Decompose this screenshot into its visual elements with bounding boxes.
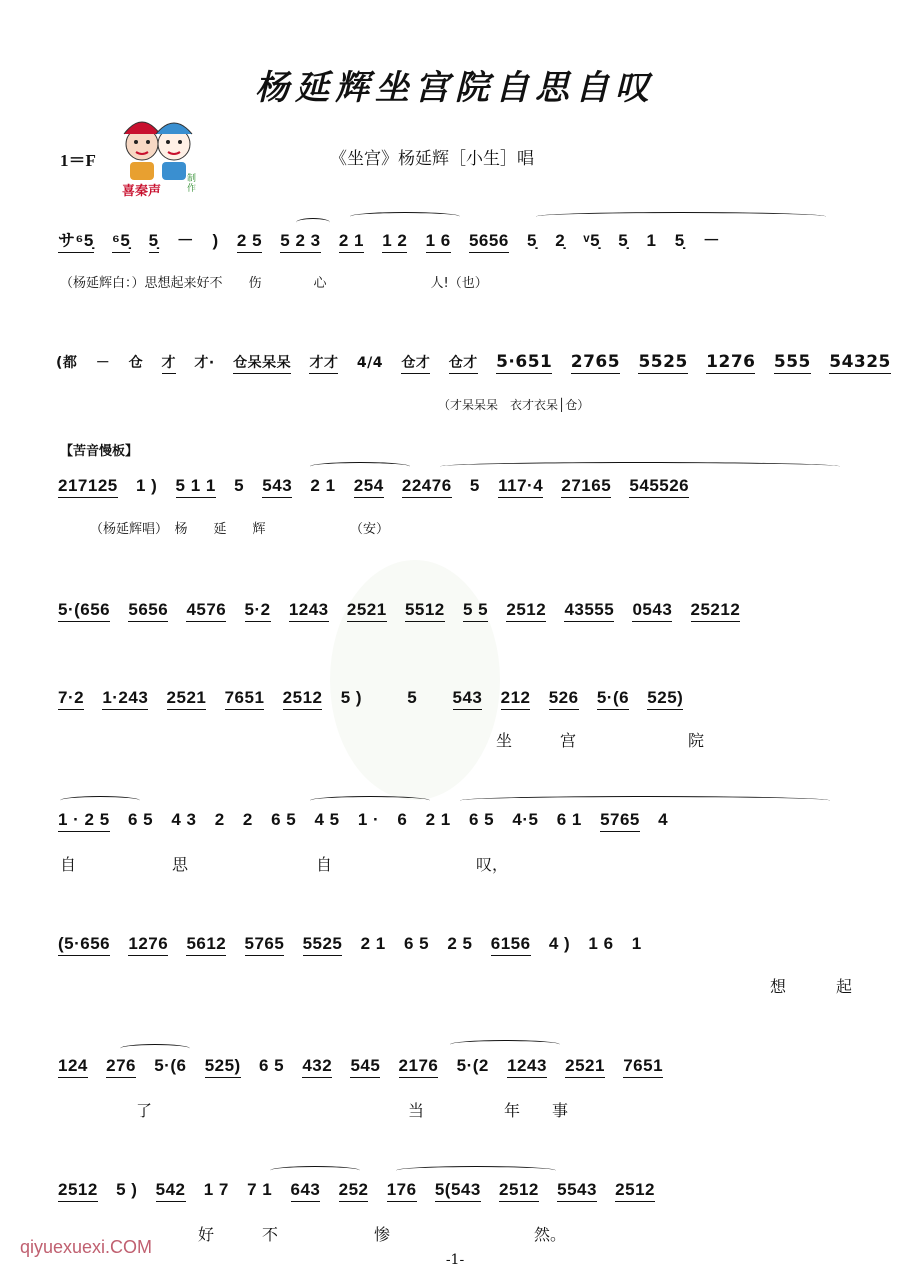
slur-mark xyxy=(270,1166,360,1175)
note-group: 5·(6 xyxy=(154,1056,187,1075)
note-group: 643 xyxy=(291,1180,321,1202)
note-group: 2176 xyxy=(399,1056,439,1078)
note-group: 5 xyxy=(407,688,418,707)
note-group: 27165 xyxy=(561,476,611,498)
note-group: ᵛ5̣ xyxy=(583,231,601,250)
lyric-row-7: 想 起 xyxy=(770,977,859,996)
note-group: 2512 xyxy=(499,1180,539,1202)
note-group: 4·5 xyxy=(512,810,539,829)
slur-mark xyxy=(310,796,430,805)
note-group: (5·656 xyxy=(58,934,110,956)
note-group: 5̣ xyxy=(527,231,537,250)
note-group: 5543 xyxy=(557,1180,597,1202)
slur-mark xyxy=(396,1166,556,1175)
note-group: － xyxy=(702,231,721,250)
note-group: 1 2 xyxy=(382,231,407,253)
note-group: 5·(6 xyxy=(597,688,629,710)
note-group: 7651 xyxy=(623,1056,663,1078)
note-group: 5765 xyxy=(245,934,285,956)
note-group: 7651 xyxy=(225,688,265,710)
key-signature: 1＝F xyxy=(60,151,96,170)
note-group: 5612 xyxy=(186,934,226,956)
note-group: 124 xyxy=(58,1056,88,1078)
note-group: 1 ) xyxy=(135,476,158,495)
note-group: 5·(656 xyxy=(58,600,110,622)
lyric-row-5: 坐 宫 院 xyxy=(496,731,705,750)
note-group: 5·(2 xyxy=(456,1056,489,1075)
logo-subtext: 制作 xyxy=(187,174,197,194)
note-group: 542 xyxy=(156,1180,186,1202)
note-group: 2 5 xyxy=(237,231,262,253)
note-group: 2 xyxy=(214,810,225,829)
note-group: 6 1 xyxy=(556,810,582,829)
note-group: 2521 xyxy=(565,1056,605,1078)
slur-mark xyxy=(350,212,460,221)
lyric-row-6: 自 思 自 叹， xyxy=(60,855,509,874)
slur-mark xyxy=(296,218,330,227)
note-group: 543 xyxy=(453,688,483,710)
note-group: 7·2 xyxy=(58,688,84,710)
subtitle: 《坐宫》杨延辉［小生］唱 xyxy=(330,149,534,169)
note-group: 2512 xyxy=(506,600,546,622)
note-group: 5(543 xyxy=(435,1180,481,1202)
note-group: 525) xyxy=(647,688,683,710)
score-row-8 xyxy=(58,1056,858,1078)
note-group: 555 xyxy=(773,352,811,372)
slur-mark xyxy=(310,462,410,471)
note-group: 5656 xyxy=(128,600,168,622)
note-group: 1 · 2 5 xyxy=(58,810,110,832)
note-group: 276 xyxy=(106,1056,136,1078)
note-group: 1243 xyxy=(507,1056,547,1078)
score-row-6 xyxy=(58,810,858,832)
lyric-row-1: （杨延辉白：）思想起来好不 伤 心 人!（也） xyxy=(60,276,488,291)
note-group: 6 5 xyxy=(469,810,495,829)
note-group: 217125 xyxy=(58,476,118,498)
slur-mark xyxy=(60,796,140,805)
note-group: 1 6 xyxy=(588,934,614,953)
note-group: 5̣ xyxy=(674,231,685,250)
note-group: ) xyxy=(212,231,219,250)
note-group: 4 ) xyxy=(548,934,571,953)
note-group: 1 6 xyxy=(426,231,451,253)
note-group: 6156 xyxy=(491,934,531,956)
note-group: 1 · xyxy=(357,810,380,829)
note-group: 545526 xyxy=(629,476,689,498)
note-group: 才 xyxy=(162,352,177,374)
score-row-2 xyxy=(56,352,891,374)
note-group: 5765 xyxy=(600,810,640,832)
lyric-row-3: （杨延辉唱） 杨 延 辉 （安） xyxy=(90,522,390,537)
note-group: 43555 xyxy=(564,600,614,622)
note-group: 5·651 xyxy=(496,352,553,372)
note-group: 6 5 xyxy=(271,810,297,829)
note-group: 526 xyxy=(549,688,579,710)
background-watermark-figure xyxy=(330,560,500,800)
note-group: 5̣ xyxy=(149,231,159,253)
score-row-4 xyxy=(58,600,858,622)
note-group: 5512 xyxy=(405,600,445,622)
note-group: 1 xyxy=(646,231,657,250)
note-group: 4 3 xyxy=(171,810,197,829)
note-group: 5·2 xyxy=(245,600,271,622)
logo-name: 喜秦声 xyxy=(122,184,162,199)
note-group: 6 5 xyxy=(258,1056,285,1075)
note-group: 仓 xyxy=(128,355,144,371)
note-group: 25212 xyxy=(691,600,741,622)
note-group: 6 5 xyxy=(404,934,430,953)
slur-mark xyxy=(450,1040,560,1049)
note-group: 5 5 xyxy=(463,600,488,622)
note-group: 2512 xyxy=(615,1180,655,1202)
note-group: 5525 xyxy=(638,352,688,372)
note-group: 252 xyxy=(339,1180,369,1202)
note-group: 2 1 xyxy=(310,476,336,495)
score-row-5 xyxy=(58,688,858,710)
note-group: 4 xyxy=(658,810,669,829)
note-group: 1·243 xyxy=(102,688,148,710)
slur-mark xyxy=(440,462,840,471)
note-group: 仓才 xyxy=(449,352,478,374)
note-group: 117·4 xyxy=(498,476,543,498)
note-group: 5525 xyxy=(303,934,343,956)
note-group: 才· xyxy=(194,355,215,371)
time-signature: 4/4 xyxy=(356,355,383,371)
note-group: 2765 xyxy=(570,352,621,372)
note-group: 2̣ xyxy=(555,231,566,250)
note-group: 254 xyxy=(354,476,384,498)
lyric-row-9: 好 不 惨 然。 xyxy=(198,1225,567,1244)
note-group: 5 xyxy=(469,476,480,495)
note-group: 1 7 xyxy=(203,1180,229,1199)
note-group: － xyxy=(95,355,111,371)
score-row-9 xyxy=(58,1180,858,1202)
note-group: 4576 xyxy=(186,600,226,622)
note-group: 1276 xyxy=(128,934,168,956)
note-group: 2521 xyxy=(347,600,387,622)
note-group: 2 5 xyxy=(447,934,473,953)
slur-mark xyxy=(120,1044,190,1053)
note-group: 仓才 xyxy=(401,352,430,374)
note-group: 2521 xyxy=(167,688,207,710)
note-group: 1243 xyxy=(289,600,329,622)
note-group: － xyxy=(176,231,195,250)
note-group: 2 1 xyxy=(425,810,451,829)
note-group: 545 xyxy=(350,1056,380,1078)
note-group: サ⁶5̣ xyxy=(58,226,94,253)
score-row-7 xyxy=(58,934,858,956)
note-group: 仓呆呆呆 xyxy=(233,352,291,374)
note-group: 525) xyxy=(205,1056,241,1078)
page-title: 杨延辉坐宫院自思自叹 xyxy=(255,68,655,108)
note-group: 0543 xyxy=(632,600,672,622)
note-group: 5̣ xyxy=(618,231,629,250)
note-group: 1276 xyxy=(706,352,756,372)
lyric-row-2: （才呆呆呆 衣才衣呆│仓） xyxy=(438,398,590,412)
note-group: 2512 xyxy=(283,688,323,710)
note-group: 5656 xyxy=(469,231,509,253)
note-group: (都 xyxy=(56,355,78,371)
note-group: 6 xyxy=(397,810,408,829)
note-group: 176 xyxy=(387,1180,417,1202)
note-group: 1 xyxy=(631,934,642,953)
note-group: 6 5 xyxy=(127,810,154,829)
note-group: 432 xyxy=(302,1056,332,1078)
slur-mark xyxy=(460,796,830,805)
note-group: 2 1 xyxy=(360,934,386,953)
note-group: 212 xyxy=(501,688,531,710)
site-watermark: qiyuexuexi.COM xyxy=(20,1237,153,1257)
score-row-3 xyxy=(58,476,858,498)
note-group: 5 xyxy=(234,476,245,495)
note-group: 5 1 1 xyxy=(176,476,216,498)
note-group: 才才 xyxy=(309,352,338,374)
note-group: 5 ) xyxy=(340,688,363,707)
score-row-1 xyxy=(58,226,858,253)
note-group: 2512 xyxy=(58,1180,98,1202)
note-group: 22476 xyxy=(402,476,452,498)
note-group: 4 5 xyxy=(314,810,340,829)
note-group: ⁶5̣ xyxy=(112,231,130,253)
section-label: 【苦音慢板】 xyxy=(60,444,139,459)
note-group: 2 xyxy=(242,810,253,829)
note-group: 5 2 3 xyxy=(280,231,320,253)
page-number: -1- xyxy=(445,1252,465,1268)
note-group: 2 1 xyxy=(339,231,364,253)
lyric-row-8: 了 当 年 事 xyxy=(136,1101,569,1120)
note-group: 5 ) xyxy=(116,1180,138,1199)
note-group: 54325 xyxy=(829,352,891,372)
note-group: 543 xyxy=(262,476,292,498)
slur-mark xyxy=(536,212,826,221)
note-group: 7 1 xyxy=(247,1180,273,1199)
